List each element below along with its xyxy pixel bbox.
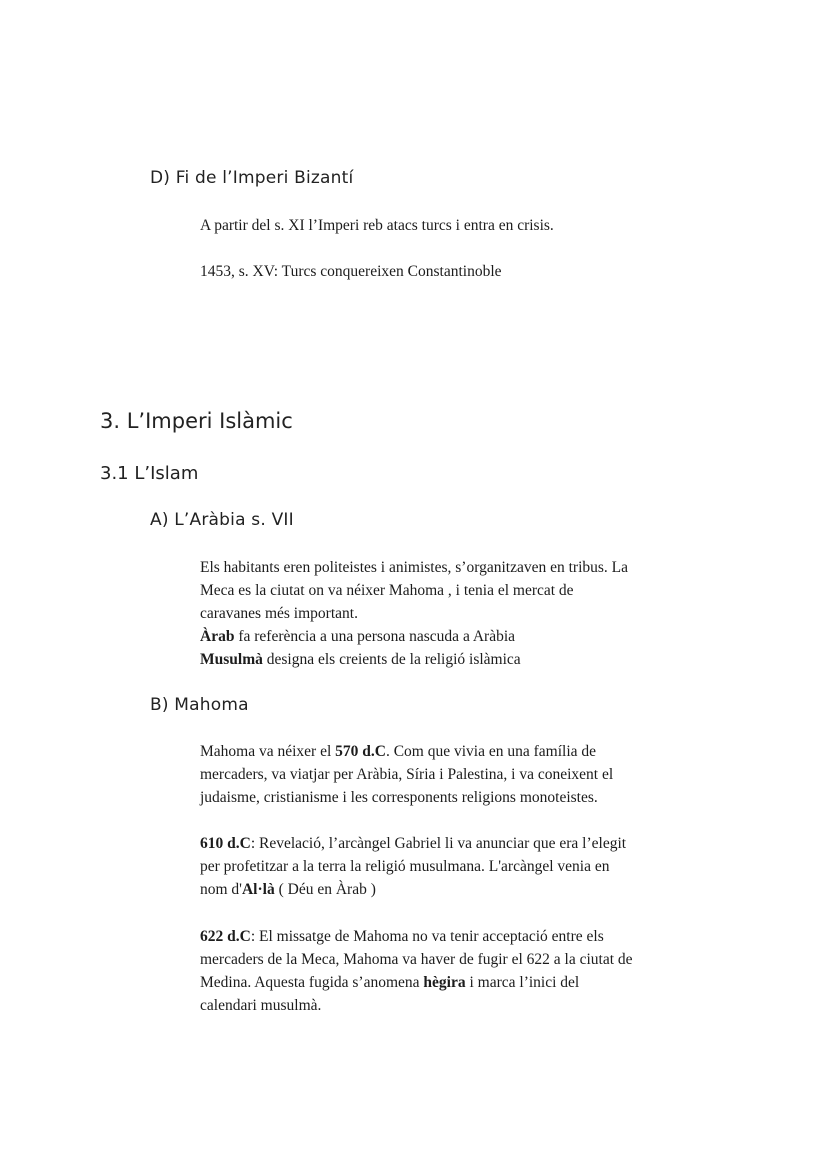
text-run: Medina. Aquesta fugida s’anomena <box>200 974 424 991</box>
text-run: : Revelació, l’arcàngel Gabriel li va anunciar que era l’elegit <box>250 835 627 852</box>
text-run: Mahoma va néixer el <box>200 743 336 760</box>
text-line <box>200 878 740 901</box>
definition-text: fa referència a una persona nascuda a Aràbia <box>234 628 516 645</box>
heading-imperi-islamic: 3. L’Imperi Islàmic <box>100 409 293 433</box>
paragraph-revelacio <box>200 832 740 901</box>
paragraph-arabia <box>200 556 740 671</box>
text-line <box>200 925 740 948</box>
term-musulma: Musulmà <box>200 651 263 668</box>
paragraph-crisis: A partir del s. XI l’Imperi reb atacs turcs i entra en crisis. <box>200 217 554 234</box>
term-arab: Àrab <box>200 628 235 645</box>
heading-fi-imperi-bizanti: D) Fi de l’Imperi Bizantí <box>150 168 354 188</box>
text-line: mercaders de la Meca, Mahoma va haver de fugir el 622 a la ciutat de <box>200 951 633 968</box>
text-line: mercaders, va viatjar per Aràbia, Síria i Palestina, i va coneixent el <box>200 766 614 783</box>
text-line: caravanes més important. <box>200 605 358 622</box>
date-622: 622 d.C <box>200 928 251 945</box>
heading-mahoma: B) Mahoma <box>150 695 249 715</box>
text-run: i marca l’inici del <box>465 974 580 991</box>
text-line <box>200 832 740 855</box>
text-line: judaisme, cristianisme i les corresponents religions monoteistes. <box>200 789 598 806</box>
text-line <box>200 971 740 994</box>
date-610: 610 d.C <box>200 835 251 852</box>
text-line: calendari musulmà. <box>200 997 322 1014</box>
text-run: nom d' <box>200 881 242 898</box>
paragraph-hegira <box>200 925 740 1017</box>
term-hegira: hègira <box>423 974 466 991</box>
date-570: 570 d.C <box>335 743 386 760</box>
definition-musulma <box>200 648 740 671</box>
text-run: . Com que vivia en una família de <box>385 743 597 760</box>
paragraph-mahoma-naixement <box>200 740 740 809</box>
text-run: ( Déu en Àrab ) <box>274 881 376 898</box>
text-line: per profetitzar a la terra la religió musulmana. L'arcàngel venia en <box>200 858 610 875</box>
text-run: : El missatge de Mahoma no va tenir acceptació entre els <box>250 928 604 945</box>
heading-arabia: A) L’Aràbia s. VII <box>150 510 294 530</box>
paragraph-constantinoble: 1453, s. XV: Turcs conquereixen Constantinoble <box>200 263 502 280</box>
text-line <box>200 740 740 763</box>
heading-islam: 3.1 L’Islam <box>100 463 199 484</box>
definition-text: designa els creients de la religió islàmica <box>262 651 521 668</box>
text-line: Els habitants eren politeistes i animistes, s’organitzaven en tribus. La <box>200 559 629 576</box>
definition-arab <box>200 625 740 648</box>
term-alla: Al·là <box>241 881 275 898</box>
text-line: Meca es la ciutat on va néixer Mahoma , i tenia el mercat de <box>200 582 574 599</box>
